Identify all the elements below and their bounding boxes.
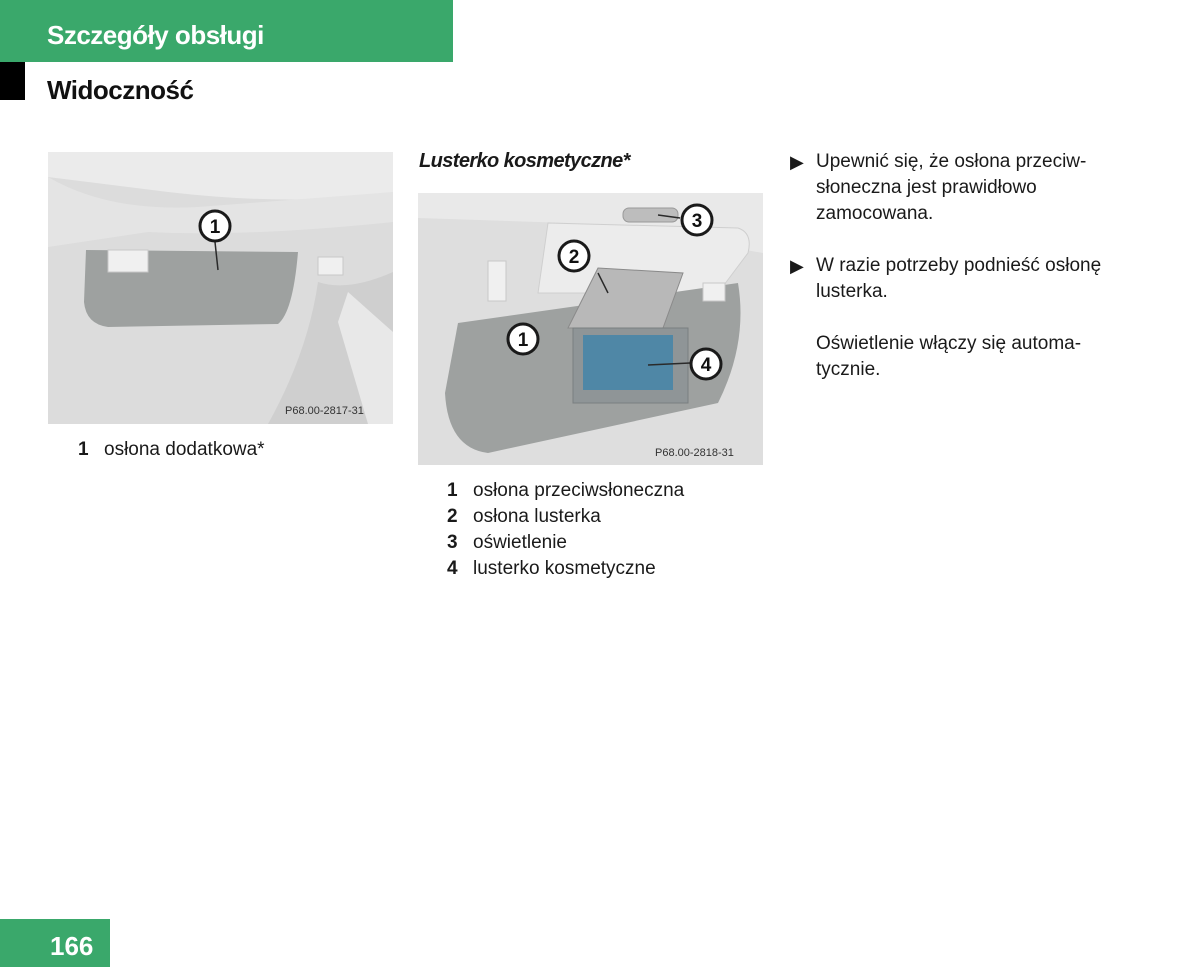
header-title: Szczegóły obsługi — [47, 20, 264, 50]
instruction-step — [790, 149, 1130, 227]
callout-number: 1 — [517, 330, 529, 351]
callout-3 — [682, 205, 712, 235]
legend-item — [447, 530, 684, 556]
figure-code: P68.00-2817-31 — [285, 405, 364, 417]
legend-number: 1 — [447, 480, 458, 501]
legend-number: 3 — [447, 532, 458, 553]
figure1-legend — [78, 437, 265, 463]
callout-2 — [559, 241, 589, 271]
instruction-text: Upewnić się, że osłona przeciw- słoneczna jest prawidłowo zamocowana. — [816, 151, 1087, 224]
figure-code: P68.00-2818-31 — [655, 447, 734, 459]
mirror-legend — [447, 478, 684, 582]
instruction-step — [790, 253, 1130, 305]
legend-item — [447, 478, 684, 504]
callout-number: 1 — [209, 217, 221, 238]
section-marker — [0, 62, 25, 100]
legend-number: 1 — [78, 439, 89, 460]
legend-text: osłona lusterka — [473, 506, 601, 527]
legend-text: lusterko kosmetyczne — [473, 558, 656, 579]
vanity-mirror-illustration — [418, 193, 763, 465]
legend-number: 2 — [447, 506, 458, 527]
visor-illustration — [48, 152, 393, 424]
triangle-right-icon: ▶ — [790, 152, 804, 172]
figure-vanity-mirror — [418, 193, 763, 465]
figure-auxiliary-visor — [48, 152, 393, 424]
callout-number: 3 — [691, 211, 703, 232]
callout-1 — [508, 324, 538, 354]
callout-number: 4 — [700, 355, 712, 376]
legend-item — [78, 437, 265, 463]
legend-number: 4 — [447, 558, 458, 579]
callout-4 — [691, 349, 721, 379]
instruction-text: W razie potrzeby podnieść osłonę lusterka. — [816, 255, 1102, 302]
callout-number: 2 — [568, 247, 580, 268]
legend-item — [447, 556, 684, 582]
section-title: Widoczność — [47, 75, 194, 105]
legend-text: osłona dodatkowa* — [104, 439, 265, 460]
legend-text: osłona przeciwsłoneczna — [473, 480, 685, 501]
page-number: 166 — [50, 931, 94, 961]
triangle-right-icon: ▶ — [790, 256, 804, 276]
legend-item — [447, 504, 684, 530]
instruction-note: Oświetlenie włączy się automa- tycznie. — [816, 333, 1082, 380]
instructions — [790, 149, 1130, 383]
mirror-subheading: Lusterko kosmetyczne* — [419, 150, 630, 172]
legend-text: oświetlenie — [473, 532, 567, 553]
